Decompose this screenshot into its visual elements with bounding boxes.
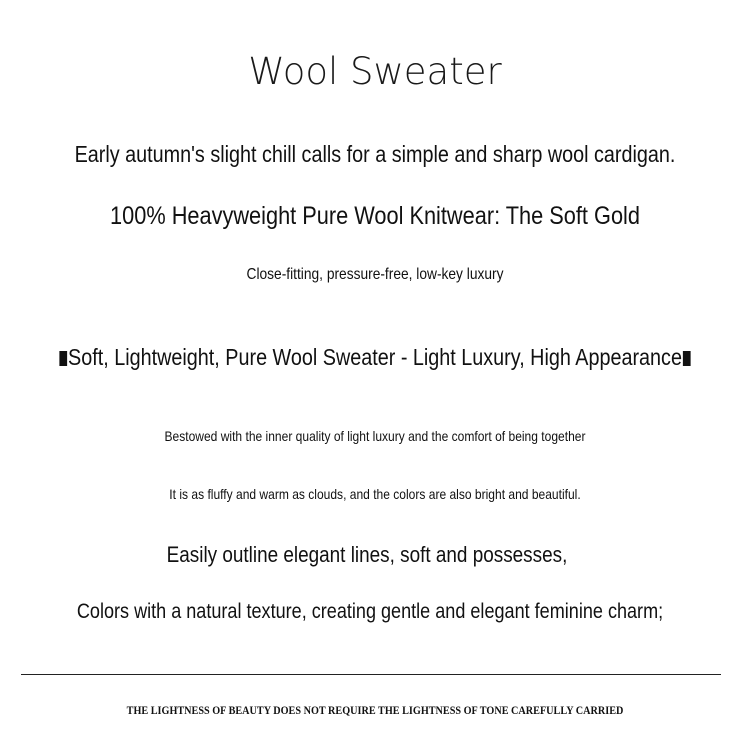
texture-text: Colors with a natural texture, creating gentle and elegant feminine charm; — [76, 600, 664, 623]
feature-heading — [53, 344, 698, 371]
outline-text: Easily outline elegant lines, soft and possesses, — [166, 542, 568, 567]
tagline-text: Close-fitting, pressure-free, low-key luxury — [246, 266, 504, 283]
footer-text: THE LIGHTNESS OF BEAUTY DOES NOT REQUIRE THE LIGHTNESS OF TONE CAREFULLY CARRIED — [126, 703, 624, 717]
feature-text: Soft, Lightweight, Pure Wool Sweater - Light Luxury, High Appearance — [68, 344, 682, 370]
intro-text: Early autumn's slight chill calls for a simple and sharp wool cardigan. — [74, 141, 676, 167]
divider-line — [21, 674, 721, 675]
fluffy-text: It is as fluffy and warm as clouds, and the colors are also bright and beautiful. — [169, 486, 581, 502]
open-bracket-glyph — [59, 351, 67, 366]
page-title: Wool Sweater — [248, 50, 502, 93]
quality-text: Bestowed with the inner quality of light luxury and the comfort of being together — [164, 428, 586, 444]
headline-text: 100% Heavyweight Pure Wool Knitwear: The Soft Gold — [110, 202, 640, 230]
close-bracket-glyph — [683, 351, 691, 366]
